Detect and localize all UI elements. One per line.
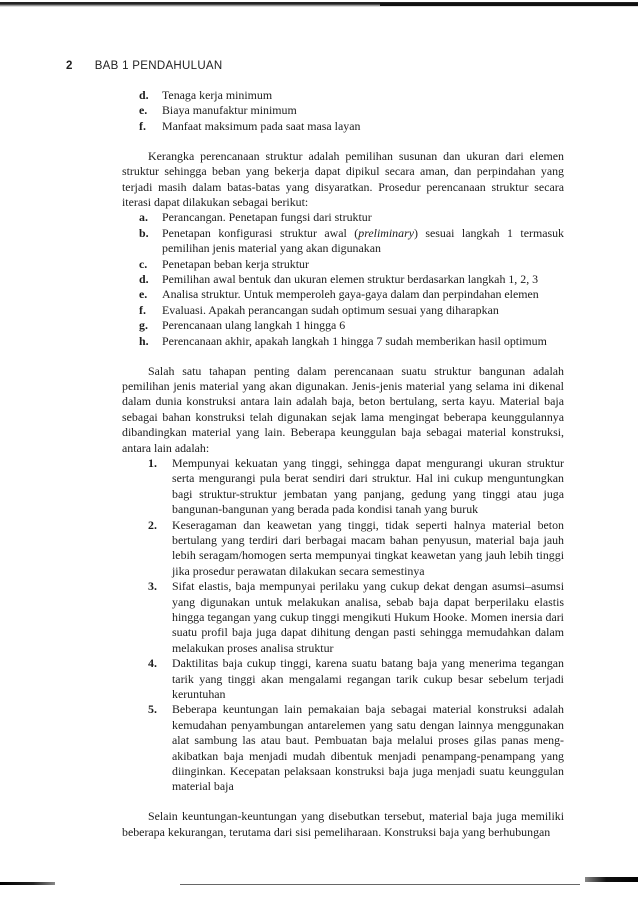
list-item bbox=[122, 210, 564, 225]
list-text: Penetapan beban kerja struktur bbox=[162, 256, 309, 271]
list-item bbox=[122, 579, 564, 656]
list-marker: 4. bbox=[148, 656, 157, 671]
running-header bbox=[66, 60, 223, 72]
list-text: Evaluasi. Apakah perancangan sudah optimum sesuai yang diharapkan bbox=[162, 302, 499, 317]
list-item bbox=[122, 119, 564, 134]
list-item bbox=[122, 88, 564, 103]
paragraph-design-framework: Kerangka perencanaan struktur adalah pemilihan susunan dan ukuran dari elemen struktur sehingga beban yang bekerja dapat dipikul secara aman, dan perpindahan yang terjadi masih dalam batas-batas yang disyaratkan. Prosedur perencanaan struktur secara iterasi dapat dilakukan sebagai berikut: bbox=[122, 148, 564, 209]
list-item bbox=[122, 656, 564, 702]
list-marker: 3. bbox=[148, 579, 157, 594]
list-text: Mempunyai kekuatan yang tinggi, sehingga dapat mengurangi ukuran struktur serta mengurangi pula berat sendiri dari struktur. Hal ini cukup menguntungkan bagi struktur-struktur jembatan yang panjang, gedung yang tinggi atau juga bangunan-bangunan yang berada pada kondisi tanah yang buruk bbox=[172, 455, 564, 517]
list-text: Penetapan konfigurasi struktur awal (preliminary) sesuai langkah 1 termasuk pemilihan jenis material yang akan digunakan bbox=[162, 225, 564, 256]
list-text: Pemilihan awal bentuk dan ukuran elemen struktur berdasarkan langkah 1, 2, 3 bbox=[162, 271, 539, 286]
list-marker: 2. bbox=[148, 517, 157, 532]
bottom-rule bbox=[180, 884, 580, 885]
list-text: Perancangan. Penetapan fungsi dari struktur bbox=[162, 210, 372, 225]
list-marker: c. bbox=[139, 256, 148, 271]
list-item bbox=[122, 272, 564, 287]
list-item bbox=[122, 518, 564, 580]
list-item bbox=[122, 318, 564, 333]
list-item bbox=[122, 702, 564, 794]
list-item bbox=[122, 287, 564, 302]
list-text: Tenaga kerja minimum bbox=[162, 88, 273, 102]
list-item bbox=[122, 303, 564, 318]
list-marker: a. bbox=[139, 210, 148, 225]
list-text: Biaya manufaktur minimum bbox=[162, 103, 297, 118]
italic-term: preliminary bbox=[358, 225, 414, 240]
list-marker: f. bbox=[139, 118, 146, 133]
bottom-scan-mark-right bbox=[585, 877, 638, 882]
list-marker: e. bbox=[139, 287, 148, 302]
bottom-scan-mark-left bbox=[0, 882, 55, 885]
list-item bbox=[122, 257, 564, 272]
list-text: Beberapa keuntungan lain pemakaian baja sebagai material konstruksi adalah kemudahan penyambungan antarelemen yang satu dengan lainnya menggunakan alat sambung las atau baut. Pembuatan baja melalui proses gilas panas meng-akibatkan baja menjadi mudah dibentuk menjadi penampang-penampang yang diinginkan. Kecepatan pelaksaan konstruksi baja juga menjadi suatu keunggulan material baja bbox=[172, 702, 564, 794]
list-item bbox=[122, 334, 564, 349]
chapter-title: BAB 1 PENDAHULUAN bbox=[94, 60, 223, 72]
list-marker: d. bbox=[139, 88, 149, 102]
list-text: Perencanaan akhir, apakah langkah 1 hingga 7 sudah memberikan hasil optimum bbox=[162, 333, 547, 348]
list-marker: e. bbox=[139, 103, 148, 118]
paragraph-disadvantages: Selain keuntungan-keuntungan yang disebutkan tersebut, material baja juga memiliki beberapa kekurangan, terutama dari sisi pemeliharaan. Konstruksi baja yang berhubungan bbox=[122, 809, 564, 839]
list-marker: d. bbox=[139, 271, 149, 286]
list-text: Analisa struktur. Untuk memperoleh gaya-gaya dalam dan perpindahan elemen bbox=[162, 287, 539, 302]
page-body bbox=[122, 88, 564, 840]
list-marker: f. bbox=[139, 302, 146, 317]
top-rule-thick bbox=[380, 3, 638, 6]
list-item bbox=[122, 226, 564, 257]
list-text: Perencanaan ulang langkah 1 hingga 6 bbox=[162, 318, 346, 333]
list-marker: h. bbox=[139, 333, 149, 348]
list-marker: 1. bbox=[148, 455, 157, 470]
list-item bbox=[122, 456, 564, 518]
list-text: Sifat elastis, baja mempunyai perilaku yang cukup dekat dengan asumsi–asumsi yang digunakan untuk melakukan analisa, sebab baja dapat berperilaku elastis hingga tegangan yang cukup tinggi mengikuti Hukum Hooke. Momen inersia dari suatu profil baja juga dapat dihitung dengan pasti sehingga memudahkan dalam melakukan proses analisa struktur bbox=[172, 579, 564, 655]
list-marker: g. bbox=[139, 318, 148, 333]
list-text: Manfaat maksimum pada saat masa layan bbox=[162, 118, 361, 133]
list-item bbox=[122, 103, 564, 118]
list-text: Keseragaman dan keawetan yang tinggi, tidak seperti halnya material beton bertulang yang terdiri dari berbagai macam bahan penyusun, material baja jauh lebih seragam/homogen serta mempunyai tingkat keawetan yang jauh lebih tinggi jika prosedur perawatan dilakukan secara semestinya bbox=[172, 517, 564, 578]
page-number: 2 bbox=[66, 60, 73, 72]
list-marker: b. bbox=[139, 225, 149, 240]
list-text: Daktilitas baja cukup tinggi, karena suatu batang baja yang menerima tegangan tarik yang tinggi akan mengalami regangan tarik cukup besar sebelum terjadi keruntuhan bbox=[172, 656, 564, 702]
list-marker: 5. bbox=[148, 702, 157, 717]
paragraph-material-selection: Salah satu tahapan penting dalam perencanaan suatu struktur bangunan adalah pemilihan jenis material yang akan digunakan. Jenis-jenis material yang selama ini dikenal dalam dunia konstruksi antara lain adalah baja, beton bertulang, serta kayu. Material baja sebagai bahan konstruksi telah digunakan sejak lama mengingat beberapa keunggulannya dibandingkan material yang lain. Beberapa keunggulan baja sebagai material konstruksi, antara lain adalah: bbox=[122, 363, 564, 455]
